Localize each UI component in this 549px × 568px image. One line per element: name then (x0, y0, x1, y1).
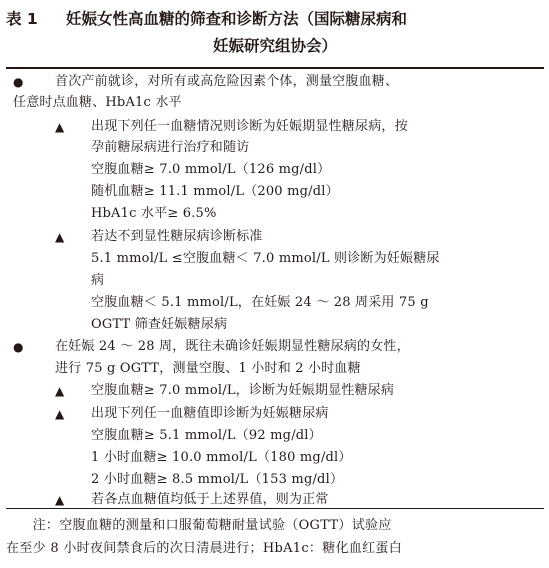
section-1-sub-1-line-1: 出现下列任一血糖情况则诊断为妊娠期显性糖尿病，按 (91, 119, 408, 134)
section-1-sub-2-line-1: 若达不到显性糖尿病诊断标准 (91, 229, 263, 244)
section-2-sub-2-line-1: 出现下列任一血糖值即诊断为妊娠糖尿病 (91, 406, 329, 421)
section-2-sub-1-line-1: 空腹血糖≥ 7.0 mmol/L，诊断为妊娠期显性糖尿病 (91, 383, 395, 398)
table-bottom-rule (6, 508, 544, 509)
section-2-sub-1-bullet: ▲ (55, 384, 65, 398)
table-number: 表 1 (6, 10, 38, 28)
section-1-bullet: ● (13, 75, 24, 89)
section-2-line-1: 在妊娠 24 ～ 28 周，既往未确诊妊娠期显性糖尿病的女性， (55, 339, 410, 354)
table-title-line1: 妊娠女性高血糖的筛查和诊断方法（国际糖尿病和 (66, 10, 408, 28)
section-1-sub-1-item-1: 空腹血糖≥ 7.0 mmol/L（126 mg/dl） (91, 162, 331, 177)
section-1-sub-1-line-2: 孕前糖尿病进行治疗和随访 (91, 140, 250, 155)
table-title (6, 6, 544, 55)
section-1-sub-2-bullet: ▲ (55, 230, 65, 244)
table-top-rule (6, 67, 544, 69)
section-1-sub-2-item-1: 5.1 mmol/L ≤空腹血糖＜ 7.0 mmol/L 则诊断为妊娠糖尿 (91, 251, 440, 266)
section-2-sub-3-line-1: 若各点血糖值均低于上述界值，则为正常 (91, 492, 329, 507)
section-2-sub-2-bullet: ▲ (55, 407, 65, 421)
section-2-bullet: ● (13, 340, 24, 354)
section-2-sub-2-item-3: 2 小时血糖≥ 8.5 mmol/L（153 mg/dl） (91, 472, 344, 487)
section-1-line-2: 任意时点血糖、HbA1c 水平 (13, 95, 182, 110)
section-1-sub-1-item-2: 随机血糖≥ 11.1 mmol/L（200 mg/dl） (91, 184, 339, 199)
section-2-sub-3-bullet: ▲ (55, 493, 65, 507)
section-1-sub-2-item-4: OGTT 筛查妊娠糖尿病 (91, 317, 228, 332)
section-1-sub-2-item-2: 病 (91, 273, 105, 288)
section-1-sub-2-item-3: 空腹血糖＜ 5.1 mmol/L，在妊娠 24 ～ 28 周采用 75 g (91, 295, 429, 310)
section-2-sub-2-item-2: 1 小时血糖≥ 10.0 mmol/L（180 mg/dl） (91, 450, 352, 465)
section-2-sub-2-item-1: 空腹血糖≥ 5.1 mmol/L（92 mg/dl） (91, 428, 322, 443)
table-title-line2: 妊娠研究组协会） (212, 37, 337, 55)
footnote-line-2: 在至少 8 小时夜间禁食后的次日清晨进行；HbA1c：糖化血红蛋白 (6, 541, 403, 556)
section-1-line-1: 首次产前就诊，对所有或高危险因素个体，测量空腹血糖、 (55, 74, 399, 89)
table-footnote (6, 514, 544, 560)
section-1-sub-1-item-3: HbA1c 水平≥ 6.5% (91, 206, 217, 221)
footnote-line-1: 注：空腹血糖的测量和口服葡萄糖耐量试验（OGTT）试验应 (6, 518, 392, 533)
section-1-sub-1-bullet: ▲ (55, 120, 65, 134)
section-2-line-2: 进行 75 g OGTT，测量空腹、1 小时和 2 小时血糖 (55, 361, 361, 376)
